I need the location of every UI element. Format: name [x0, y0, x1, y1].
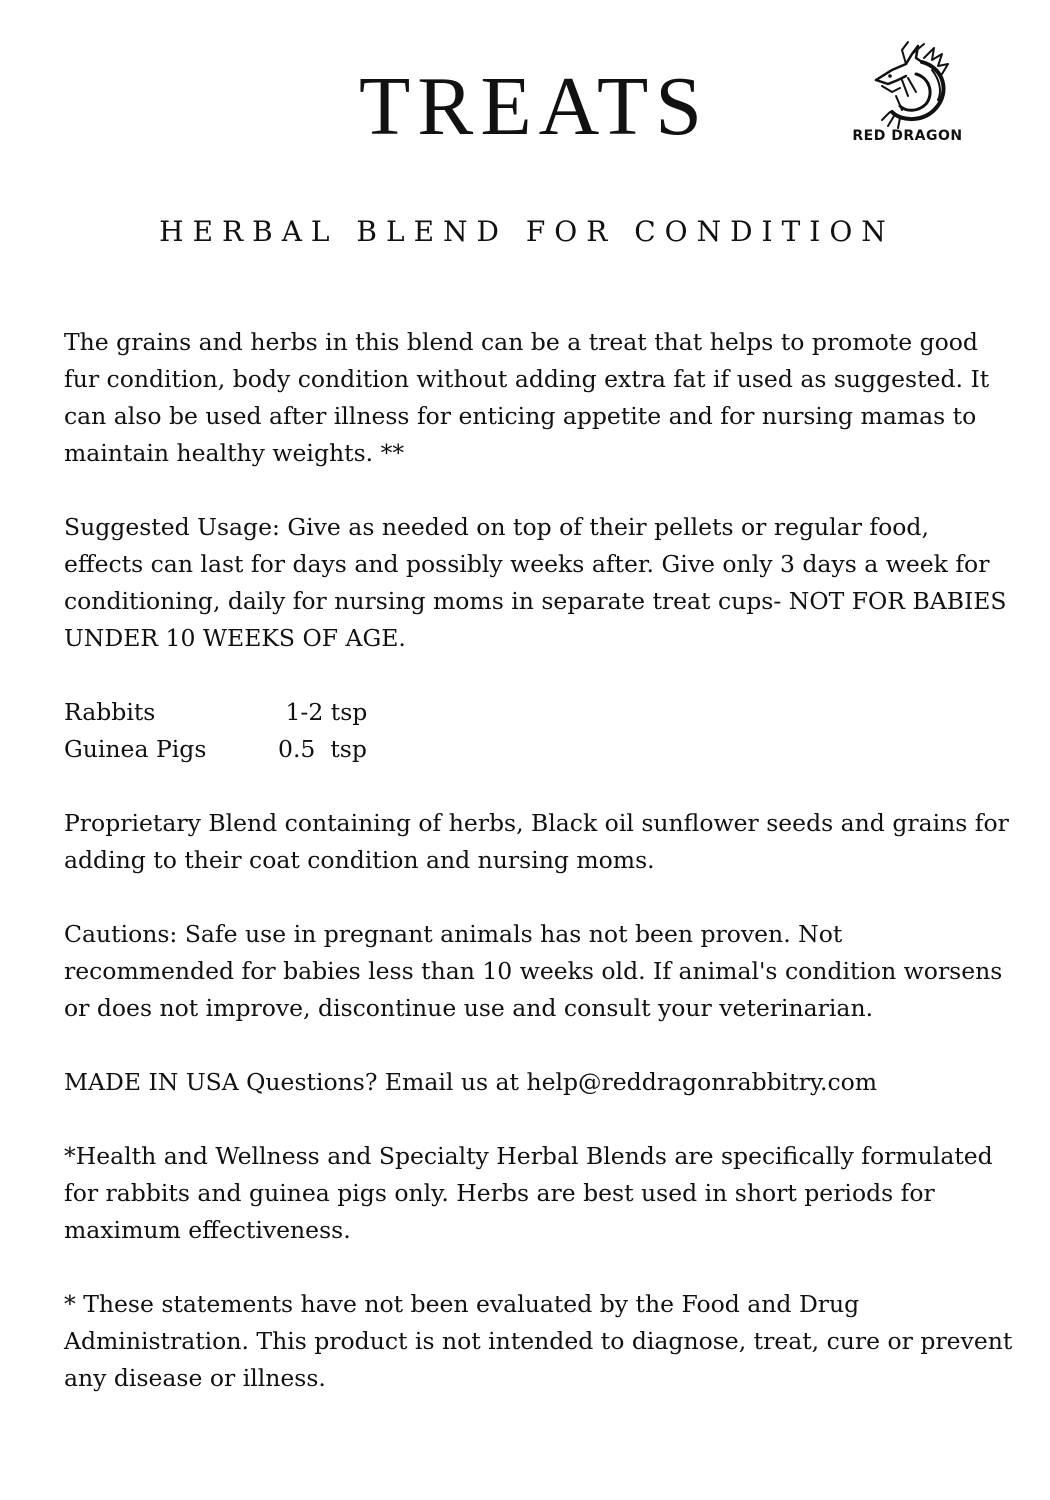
dosage-amount: 1-2 tsp	[278, 698, 368, 726]
brand-logo	[840, 40, 975, 155]
product-description	[64, 324, 1014, 1434]
ingredients-paragraph: Proprietary Blend containing of herbs, Black oil sunflower seeds and grains for adding to their coat condition and nursing moms.	[64, 809, 1009, 874]
fda-disclaimer: * These statements have not been evaluated by the Food and Drug Administration. This product is not intended to diagnose, treat, cure or prevent any disease or illness.	[64, 1290, 1013, 1392]
health-note: *Health and Wellness and Specialty Herbal Blends are specifically formulated for rabbits and guinea pigs only. Herbs are best used in short periods for maximum effectiveness.	[64, 1142, 993, 1244]
dosage-row-rabbits	[64, 694, 1014, 731]
brand-name: RED DRAGON	[852, 128, 963, 144]
dragon-icon	[862, 40, 954, 130]
dosage-table	[64, 694, 1014, 768]
cautions-paragraph: Cautions: Safe use in pregnant animals has not been proven. Not recommended for babies less than 10 weeks old. If animal's condition worsens or does not improve, discontinue use and consult your veterinarian.	[64, 920, 1003, 1022]
dosage-animal: Guinea Pigs	[64, 735, 207, 763]
intro-paragraph: The grains and herbs in this blend can be a treat that helps to promote good fur condition, body condition without adding extra fat if used as suggested. It can also be used after illness for enticing appetite and for nursing mamas to maintain healthy weights. **	[64, 328, 990, 467]
dosage-row-guinea-pigs	[64, 731, 1014, 768]
contact-line: MADE IN USA Questions? Email us at help@reddragonrabbitry.com	[64, 1068, 878, 1096]
usage-paragraph: Suggested Usage: Give as needed on top of their pellets or regular food, effects can last for days and possibly weeks after. Give only 3 days a week for conditioning, daily for nursing moms in separate treat cups- NOT FOR BABIES UNDER 10 WEEKS OF AGE.	[64, 513, 1007, 652]
product-subtitle: HERBAL BLEND FOR CONDITION	[159, 215, 895, 248]
dosage-amount: 0.5 tsp	[278, 735, 367, 763]
dosage-animal: Rabbits	[64, 698, 156, 726]
page-title: TREATS	[358, 60, 710, 153]
